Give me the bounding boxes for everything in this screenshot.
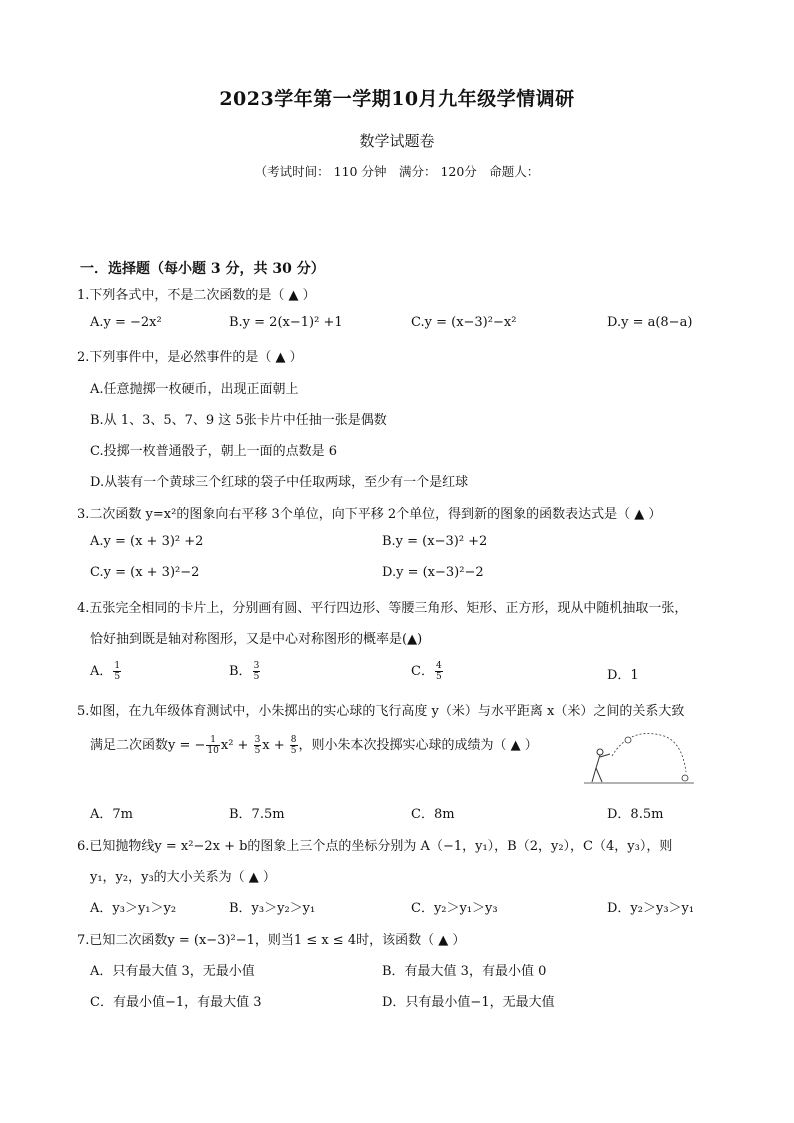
question-7-stem: 7.已知二次函数y = (x−3)²−1，则当1 ≤ x ≤ 4时，该函数（ ▲ ） <box>77 933 466 948</box>
formula-suffix: ，则小朱本次投掷实心球的成绩为（ ▲ ） <box>298 738 538 753</box>
denominator: 5 <box>254 746 261 756</box>
ball-landing <box>682 775 688 781</box>
fraction <box>290 735 298 756</box>
numerator: 1 <box>206 735 219 746</box>
question-4-stem: 4.五张完全相同的卡片上，分别画有圆、平行四边形、等腰三角形、矩形、正方形，现从中随机抽取一张， <box>77 601 688 616</box>
question-6-option-b: B．y₃＞y₂＞y₁ <box>229 901 316 916</box>
question-5-option-a: A．7m <box>90 807 133 822</box>
fraction <box>254 735 262 756</box>
denominator: 5 <box>435 672 442 682</box>
page-title: 2023学年第一学期10月九年级学情调研 <box>219 88 575 110</box>
denominator: 5 <box>253 672 260 682</box>
question-1-option-a: A.y = −2x² <box>90 315 162 330</box>
question-4-option-b <box>229 660 261 682</box>
question-6-stem-line2: y₁，y₂，y₃的大小关系为（ ▲ ） <box>90 870 276 885</box>
question-3-option-c: C.y = (x + 3)²−2 <box>90 565 200 580</box>
option-letter: A． <box>90 664 113 679</box>
numerator: 3 <box>253 661 260 671</box>
section-heading: 一．选择题（每小题 3 分，共 30 分） <box>80 261 325 277</box>
fraction <box>435 661 443 682</box>
question-5-option-d: D．8.5m <box>607 807 664 822</box>
question-2-option-d: D.从装有一个黄球三个红球的袋子中任取两球，至少有一个是红球 <box>90 475 469 490</box>
question-6-option-a: A．y₃＞y₁＞y₂ <box>90 901 177 916</box>
question-2-option-c: C.投掷一枚普通骰子，朝上一面的点数是 6 <box>90 444 338 459</box>
question-1-option-d: D.y = a(8−a) <box>607 315 693 330</box>
question-5-stem: 5.如图，在九年级体育测试中，小朱掷出的实心球的飞行高度 y（米）与水平距离 x（米）之间的关系大致 <box>77 704 685 719</box>
question-4-option-d: D．1 <box>607 668 639 683</box>
question-4-option-c <box>411 660 444 682</box>
question-5-option-b: B．7.5m <box>229 807 285 822</box>
shot-put-figure <box>582 728 702 788</box>
question-1-option-c: C.y = (x−3)²−x² <box>411 315 517 330</box>
denominator: 5 <box>114 672 121 682</box>
question-5-option-c: C．8m <box>411 807 455 822</box>
denominator: 5 <box>290 746 297 756</box>
numerator: 8 <box>290 735 297 745</box>
question-3-option-b: B.y = (x−3)² +2 <box>382 534 488 549</box>
question-7-option-d: D．只有最小值−1，无最大值 <box>382 995 555 1010</box>
question-4-option-a <box>90 660 122 682</box>
question-4-stem-line2: 恰好抽到既是轴对称图形，又是中心对称图形的概率是(▲) <box>90 632 423 647</box>
question-7-option-a: A．只有最大值 3，无最小值 <box>90 964 255 979</box>
question-7-option-c: C．有最小值−1，有最大值 3 <box>90 995 262 1010</box>
fraction <box>206 735 219 756</box>
ball-trajectory <box>612 734 686 773</box>
question-1-stem: 1.下列各式中，不是二次函数的是（ ▲ ） <box>77 288 316 303</box>
numerator: 4 <box>435 661 442 671</box>
question-6-option-d: D．y₂＞y₃＞y₁ <box>607 901 695 916</box>
thrower-figure <box>592 749 610 782</box>
page-subtitle: 数学试题卷 <box>359 132 435 150</box>
option-letter: B． <box>229 664 252 679</box>
question-6-stem: 6.已知抛物线y = x²−2x + b的图象上三个点的坐标分别为 A（−1，y₁），B（2，y₂），C（4，y₃），则 <box>77 839 673 854</box>
option-letter: C． <box>411 664 434 679</box>
question-1-option-b: B.y = 2(x−1)² +1 <box>229 315 343 330</box>
fraction <box>253 661 261 682</box>
question-7-option-b: B．有最大值 3，有最小值 0 <box>382 964 547 979</box>
fraction <box>113 661 121 682</box>
question-3-option-a: A.y = (x + 3)² +2 <box>90 534 204 549</box>
denominator: 10 <box>207 746 219 756</box>
numerator: 3 <box>254 735 261 745</box>
question-2-stem: 2.下列事件中，是必然事件的是（ ▲ ） <box>77 350 303 365</box>
question-2-option-b: B.从 1、3、5、7、9 这 5张卡片中任抽一张是偶数 <box>90 413 387 428</box>
question-6-option-c: C．y₂＞y₁＞y₃ <box>411 901 498 916</box>
question-3-stem: 3.二次函数 y=x²的图象向右平移 3个单位，向下平移 2个单位，得到新的图象的函数表达式是（ ▲ ） <box>77 507 662 522</box>
numerator: 1 <box>114 661 121 671</box>
question-3-option-d: D.y = (x−3)²−2 <box>382 565 484 580</box>
exam-info: （考试时间： 110 分钟 满分： 120分 命题人： <box>254 164 540 179</box>
ball-mid <box>625 737 631 743</box>
question-5-stem-line2: 满足二次函数y = − $\frac{1}{10}$ x² + $\frac{3}{5}$ x + $\frac{8}{5}$ ，则小朱本次投掷实心球的成绩为（ ▲ ） <box>90 735 538 756</box>
formula-prefix: 满足二次函数y = − <box>90 738 206 753</box>
question-2-option-a: A.任意抛掷一枚硬币，出现正面朝上 <box>90 382 299 397</box>
